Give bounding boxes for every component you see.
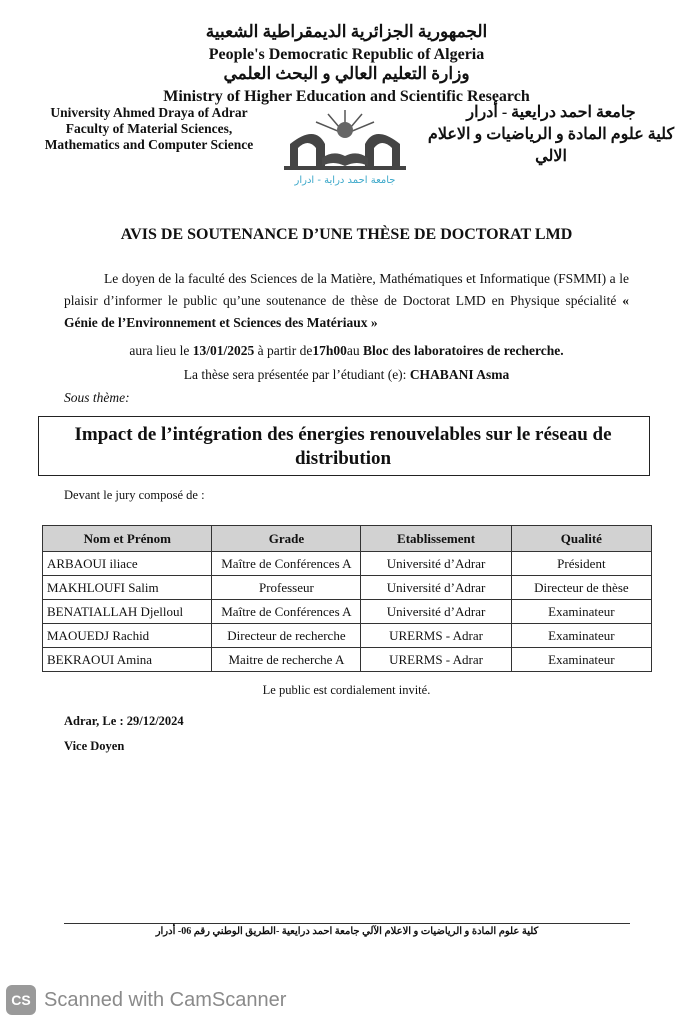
jury-name: BEKRAOUI Amina [43, 648, 212, 672]
speciality: « Génie de l’Environnement et Sciences des Matériaux » [64, 293, 629, 330]
student-name: CHABANI Asma [409, 367, 510, 382]
jury-quality: Examinateur [511, 648, 651, 672]
jury-quality: Directeur de thèse [511, 576, 651, 600]
university-logo [270, 104, 420, 188]
notice-title: AVIS DE SOUTENANCE D’UNE THÈSE DE DOCTORAT LMD [120, 226, 573, 243]
faculty-line-2-en: Mathematics and Computer Science [44, 137, 254, 152]
camscanner-text: Scanned with CamScanner [44, 988, 287, 1011]
schedule-prefix: aura lieu le [129, 343, 193, 358]
jury-quality: Examinateur [511, 600, 651, 624]
jury-name: MAOUEDJ Rachid [43, 624, 212, 648]
defense-date: 13/01/2025 [192, 343, 255, 358]
thesis-title: Impact de l’intégration des énergies renouvelables sur le réseau de distribution [74, 424, 612, 469]
university-name-ar: جامعة احمد درايعية - أدرار [466, 104, 636, 121]
place-date: Adrar, Le : 29/12/2024 [64, 714, 184, 728]
logo-caption: جامعة احمد دراية - ادرار [294, 175, 396, 186]
public-invitation: Le public est cordialement invité. [262, 683, 431, 697]
column-header-quality: Qualité [511, 526, 651, 552]
arabic-ministry-title: وزارة التعليم العالي و البحث العلمي [223, 64, 470, 83]
jury-grade: Maitre de recherche A [212, 648, 361, 672]
presenter-line [0, 364, 693, 386]
announcement-paragraph [64, 268, 629, 334]
schedule-mid: à partir de [254, 343, 313, 358]
jury-quality: Président [511, 552, 651, 576]
arabic-republic-title: الجمهورية الجزائرية الديمقراطية الشعبية [205, 22, 488, 41]
schedule-line [0, 340, 693, 362]
faculty-line-1-ar: كلية علوم المادة و الرياضيات و الاعلام [427, 126, 675, 143]
jury-establishment: Université d’Adrar [361, 552, 511, 576]
schedule-suffix: au [346, 343, 363, 358]
sous-theme-label: Sous thème: [64, 390, 130, 405]
camscanner-watermark [6, 984, 286, 1016]
jury-grade: Maître de Conférences A [212, 552, 361, 576]
jury-name: BENATIALLAH Djelloul [43, 600, 212, 624]
jury-intro: Devant le jury composé de : [64, 488, 205, 502]
jury-grade: Directeur de recherche [212, 624, 361, 648]
camscanner-logo-icon: CS [6, 985, 36, 1015]
announcement-text: Le doyen de la faculté des Sciences de la Matière, Mathématiques et Informatique (FSMMI) a le plaisir d’informer le public qu’une soutenance de thèse de Doctorat LMD en Physique spécialité [64, 271, 629, 308]
table-row [43, 552, 652, 576]
university-arabic-block [425, 102, 677, 168]
defense-time: 17h00 [312, 343, 347, 358]
footer-address: كلية علوم المادة و الرياضيات و الاعلام الآلي جامعة احمد درايعية -الطريق الوطني رقم 06- أدرار [155, 926, 539, 937]
table-row [43, 648, 652, 672]
jury-establishment: URERMS - Adrar [361, 624, 511, 648]
signatory-title: Vice Doyen [64, 739, 125, 753]
column-header-grade: Grade [212, 526, 361, 552]
jury-table-header-row [43, 526, 652, 552]
presenter-prefix: La thèse sera présentée par l’étudiant (e): [183, 367, 410, 382]
republic-title: People's Democratic Republic of Algeria [208, 46, 485, 63]
faculty-line-2-ar: الالي [535, 148, 567, 165]
jury-table [42, 525, 652, 672]
university-english-block [34, 105, 264, 153]
footer-divider [64, 923, 630, 924]
jury-grade: Maître de Conférences A [212, 600, 361, 624]
jury-name: ARBAOUI iliace [43, 552, 212, 576]
jury-establishment: Université d’Adrar [361, 576, 511, 600]
column-header-name: Nom et Prénom [43, 526, 212, 552]
defense-place: Bloc des laboratoires de recherche. [363, 343, 564, 358]
faculty-line-1-en: Faculty of Material Sciences, [65, 121, 233, 136]
column-header-establishment: Etablissement [361, 526, 511, 552]
jury-establishment: URERMS - Adrar [361, 648, 511, 672]
ministry-title: Ministry of Higher Education and Scientific Research [163, 88, 530, 105]
jury-name: MAKHLOUFI Salim [43, 576, 212, 600]
jury-establishment: Université d’Adrar [361, 600, 511, 624]
jury-quality: Examinateur [511, 624, 651, 648]
university-logo-icon [270, 104, 420, 188]
table-row [43, 624, 652, 648]
table-row [43, 600, 652, 624]
table-row [43, 576, 652, 600]
jury-grade: Professeur [212, 576, 361, 600]
university-name-en: University Ahmed Draya of Adrar [50, 105, 248, 120]
